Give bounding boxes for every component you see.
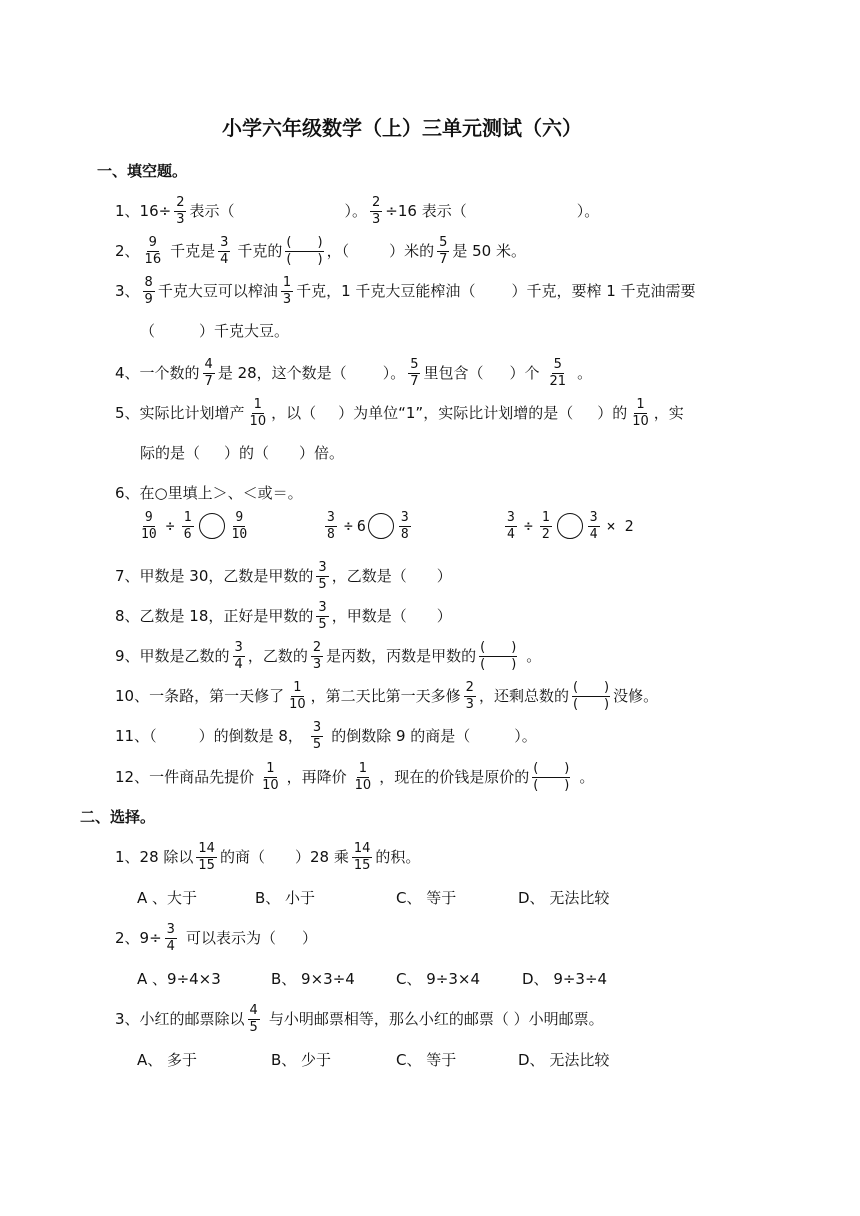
q10-text: 没修。: [613, 686, 659, 705]
q4-text: 是 28，这个数是（: [217, 363, 347, 382]
q11-text: 11、（: [115, 726, 157, 745]
q3-text: ）千克大豆。: [199, 322, 290, 340]
fraction: $\frac{1}{10}$: [289, 680, 306, 712]
q9-text: 9、甲数是乙数的: [115, 646, 230, 665]
fraction: $\frac{3}{4}$: [507, 510, 515, 542]
q5-text: ，以（: [271, 403, 317, 422]
compare-circle[interactable]: [368, 513, 394, 539]
q7-text: 7、甲数是 30，乙数是甲数的: [115, 566, 314, 585]
blank-fraction[interactable]: $\frac{( )}{( )}$: [286, 235, 323, 267]
q5-text: 际的是（: [140, 444, 201, 462]
question-4: [115, 358, 592, 388]
fraction: $\frac{1}{2}$: [541, 510, 550, 542]
q11-text: 的倒数除 9 的商是（: [331, 726, 471, 745]
q11-text: ）的倒数是 8，: [198, 726, 303, 745]
fraction: $\frac{5}{7}$: [439, 235, 448, 267]
q8-text: 8、乙数是 18，正好是甲数的: [115, 606, 314, 625]
q5-text: ）为单位“1”，实际比计划增的是（: [338, 403, 574, 422]
q5-text: ，实: [653, 403, 684, 422]
fraction: $\frac{3}{5}$: [318, 600, 327, 632]
fraction: $\frac{1}{10}$: [249, 397, 267, 429]
q9-text: ，乙数的: [247, 646, 308, 665]
question-2: [115, 236, 526, 266]
q1-text: 1、16÷: [115, 201, 172, 220]
q3-text: ）千克，要榨 1 千克油需要: [511, 281, 696, 300]
option-a[interactable]: A 、9÷4×3: [137, 970, 221, 988]
compare-circle[interactable]: [199, 513, 225, 539]
fraction: $\frac{2}{3}$: [176, 195, 185, 227]
blank-fraction[interactable]: $\frac{( )}{( )}$: [480, 640, 517, 672]
q1-text: ÷16 表示（: [385, 201, 467, 220]
fraction: $\frac{3}{4}$: [166, 922, 175, 954]
question-12: [115, 762, 594, 792]
q3-text: 千克大豆可以榨油: [157, 281, 278, 300]
c2-text: 可以表示为（: [185, 928, 276, 947]
fraction: $\frac{9}{10}$: [231, 510, 248, 542]
c3-text: 3、小红的邮票除以: [115, 1009, 245, 1028]
q2-text: 千克的: [237, 241, 283, 260]
question-3: [115, 276, 696, 306]
operator: ÷: [343, 516, 353, 535]
question-1: [115, 196, 599, 226]
question-6: 6、在○里填上＞、＜或＝。: [115, 484, 303, 502]
question-10: [115, 681, 658, 711]
section-heading-fill-blank: 一、填空题。: [97, 162, 188, 180]
blank-fraction[interactable]: $\frac{( )}{( )}$: [572, 680, 610, 712]
q1-text: ）。: [576, 201, 600, 220]
q2-text: ）米的: [389, 241, 435, 260]
q2-text: ，（: [326, 241, 350, 260]
operator: × 2: [606, 516, 634, 535]
fraction: $\frac{14}{15}$: [198, 841, 215, 873]
fraction: $\frac{4}{7}$: [204, 357, 213, 389]
q12-text: 。: [579, 767, 595, 786]
fraction: $\frac{3}{4}$: [220, 235, 229, 267]
option-d[interactable]: D、 9÷3÷4: [522, 970, 608, 988]
compare-expression-2: [322, 511, 414, 541]
section-heading-choice: 二、选择。: [80, 808, 156, 826]
c1-text: 的积。: [375, 847, 421, 866]
fraction: $\frac{9}{10}$: [141, 510, 157, 542]
choice-question-2: [115, 923, 317, 953]
q4-text: 里包含（: [423, 363, 484, 382]
option-b[interactable]: B、 9×3÷4: [271, 970, 355, 988]
fraction: $\frac{8}{9}$: [144, 275, 153, 307]
q7-text: ）: [436, 566, 452, 585]
q3-text: 3、: [115, 281, 140, 300]
fraction: $\frac{5}{21}$: [549, 357, 567, 389]
option-a[interactable]: A、 多于: [137, 1051, 198, 1069]
question-8: [115, 601, 452, 631]
q5-text: 5、实际比计划增产: [115, 403, 245, 422]
question-5: [115, 398, 684, 428]
question-3-cont: [140, 324, 289, 339]
operator: ÷: [523, 516, 533, 535]
c1-text: ）28 乘: [294, 847, 349, 866]
q4-text: ）。: [382, 363, 406, 382]
q2-text: 2、: [115, 241, 140, 260]
c1-text: 的商（: [219, 847, 265, 866]
q3-text: （: [140, 322, 156, 340]
fraction: $\frac{4}{5}$: [249, 1003, 258, 1035]
option-c[interactable]: C、 等于: [396, 889, 457, 907]
choice-question-3: [115, 1004, 604, 1034]
c2-text: ）: [301, 928, 317, 947]
q11-text: ）。: [514, 726, 537, 745]
compare-expression-1: [136, 511, 252, 541]
option-b[interactable]: B、 小于: [255, 889, 316, 907]
q2-text: 千克是: [170, 241, 216, 260]
fraction: $\frac{2}{3}$: [372, 195, 381, 227]
q4-text: 4、一个数的: [115, 363, 200, 382]
blank-fraction[interactable]: $\frac{( )}{( )}$: [533, 761, 570, 793]
q5-text: ）倍。: [299, 444, 345, 462]
fraction: $\frac{2}{3}$: [312, 640, 322, 672]
q1-text: 表示（: [189, 201, 235, 220]
c1-text: 1、28 除以: [115, 847, 194, 866]
choice-question-1: [115, 842, 420, 872]
fraction: $\frac{3}{4}$: [589, 510, 598, 542]
q4-text: 。: [577, 363, 593, 382]
q10-text: 10、一条路，第一天修了: [115, 686, 285, 705]
q9-text: 。: [526, 646, 542, 665]
q1-text: ）。: [344, 201, 368, 220]
fraction: $\frac{3}{8}$: [400, 510, 409, 542]
fraction: $\frac{1}{10}$: [354, 761, 372, 793]
page-title: 小学六年级数学（上）三单元测试（六）: [222, 116, 582, 140]
q8-text: ）: [436, 606, 452, 625]
q5-text: ）的: [597, 403, 628, 422]
c3-text: 与小明邮票相等，那么小红的邮票（ ）小明邮票。: [268, 1009, 604, 1028]
question-11: [115, 721, 537, 751]
q3-text: 千克，1 千克大豆能榨油（: [296, 281, 476, 300]
fraction: $\frac{1}{10}$: [262, 761, 279, 793]
q7-text: ，乙数是（: [331, 566, 407, 585]
operator: ÷: [165, 516, 175, 535]
q12-text: ，再降价: [286, 767, 347, 786]
option-d[interactable]: D、 无法比较: [518, 1051, 610, 1069]
fraction: $\frac{9}{16}$: [144, 235, 162, 267]
fraction: $\frac{5}{7}$: [410, 357, 419, 389]
fraction: $\frac{1}{10}$: [632, 397, 649, 429]
question-5-cont: [140, 446, 344, 461]
option-c[interactable]: C、 等于: [396, 1051, 457, 1069]
fraction: $\frac{1}{6}$: [183, 510, 192, 542]
fraction: $\frac{3}{4}$: [234, 640, 243, 672]
fraction: $\frac{1}{3}$: [282, 275, 292, 307]
option-b[interactable]: B、 少于: [271, 1051, 332, 1069]
c2-text: 2、9÷: [115, 928, 162, 947]
q5-text: ）的（: [224, 444, 270, 462]
fraction: $\frac{2}{3}$: [465, 680, 474, 712]
q12-text: ，现在的价钱是原价的: [379, 767, 530, 786]
q12-text: 12、一件商品先提价: [115, 767, 255, 786]
q2-text: 是 50 米。: [452, 241, 526, 260]
fraction: $\frac{3}{5}$: [312, 720, 322, 752]
q10-text: ，第二天比第一天多修: [310, 686, 461, 705]
fraction: $\frac{14}{15}$: [353, 841, 371, 873]
question-9: [115, 641, 541, 671]
q9-text: 是丙数，丙数是甲数的: [326, 646, 477, 665]
option-a[interactable]: A 、大于: [137, 889, 198, 907]
option-d[interactable]: D、 无法比较: [518, 889, 610, 907]
fraction: $\frac{3}{8}$: [327, 510, 335, 542]
option-c[interactable]: C、 9÷3×4: [396, 970, 481, 988]
question-7: [115, 561, 452, 591]
compare-expression-3: [502, 511, 634, 541]
fraction: $\frac{3}{5}$: [318, 560, 327, 592]
q4-text: ）个: [509, 363, 540, 382]
q10-text: ，还剩总数的: [478, 686, 569, 705]
q8-text: ，甲数是（: [331, 606, 407, 625]
number: 6: [356, 516, 366, 535]
compare-circle[interactable]: [557, 513, 583, 539]
